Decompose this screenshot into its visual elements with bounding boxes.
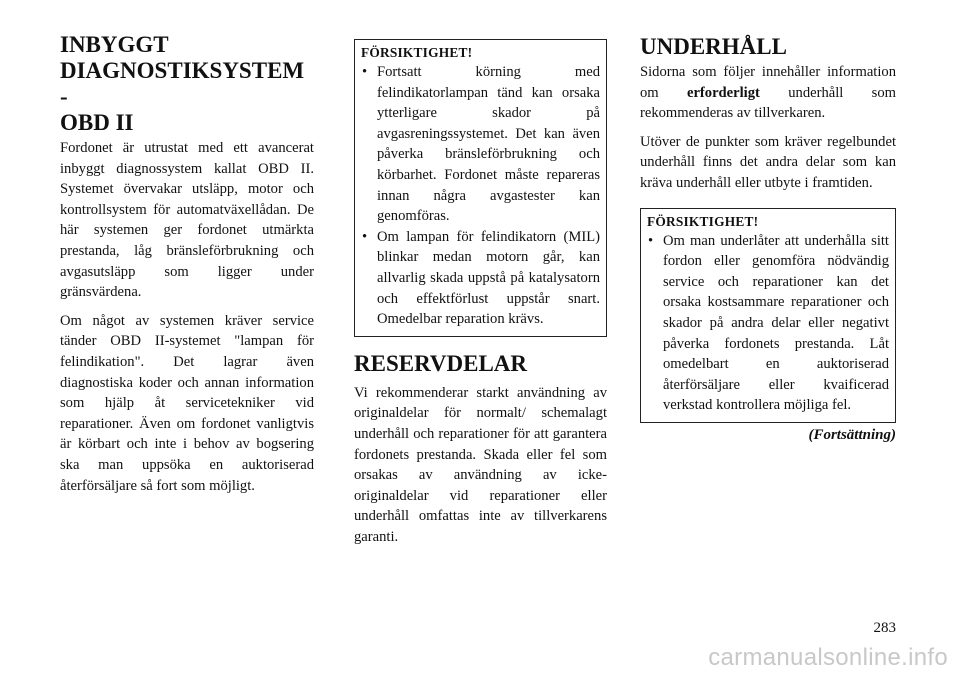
caution-item: • Om man underlåter att underhålla sitt fordon eller genomföra nödvändig service och reparationer kan det orsaka kostsammare reparationer och skador på andra delar eller negativt påverka fordonets prestanda. Låt omedelbart en auktoriserad återförsäljare eller kvaificerad verkstad kontrollera möjliga fel. [647, 231, 889, 416]
caution-title: FÖRSIKTIGHET! [361, 45, 473, 60]
section-heading-underhall: UNDERHÅLL [640, 34, 787, 59]
caution-item: • Fortsatt körning med felindikatorlampan tänd kan orsaka ytterligare skador på avgasreningssystemet. Det kan även påverka bränsleförbrukning och körbarhet. Fordonet måste repareras innan några avgastester kan genomföras. [361, 62, 600, 227]
watermark: carmanualsonline.info [708, 644, 948, 671]
underhall-paragraph [640, 62, 896, 124]
caution-item: • Om lampan för felindikatorn (MIL) blinkar medan motorn går, kan allvarlig skada uppstå på katalysatorn och effektförlust uppstår snart. Omedelbar reparation krävs. [361, 227, 600, 330]
caution-box-mil [354, 39, 607, 337]
underhall-paragraph: Utöver de punkter som kräver regelbundet underhåll finns det andra delar som kan kräva underhåll eller utbyte i framtiden. [640, 133, 896, 191]
text-run: Sidorna som följer innehåller information om [640, 64, 896, 101]
obd-paragraph: Fordonet är utrustat med ett avancerat inbyggt diagnossystem kallat OBD II. Systemet övervakar utsläpp, motor och kontrollsystem för automatväxellådan. De här systemen ger fordonet utmärkta prestanda, låg bränsleförbrukning och avgasutsläpp som ligger under gränsvärdena. [60, 140, 314, 301]
heading-line: INBYGGT [60, 32, 169, 57]
caution-box-maintenance [640, 208, 896, 423]
caution-list [647, 231, 889, 416]
page-number: 283 [873, 620, 896, 636]
continued-label: (Fortsättning) [808, 426, 896, 443]
column-underhall [640, 32, 896, 445]
heading-line: OBD II [60, 110, 134, 135]
emphasis-required: erforderligt [686, 84, 760, 101]
obd-paragraph: Om något av systemen kräver service tänder OBD II-systemet "lampan för felindikation". Det lagrar även diagnostiska koder och annan information som hjälp åt servicetekniker vid reparationer. Även om fordonet vanligtvis är körbart och inte i behov av bogsering ska man uppsöka en auktoriserad återförsäljare så fort som möjligt. [60, 312, 314, 494]
section-heading-obd [60, 32, 314, 136]
caution-title: FÖRSIKTIGHET! [647, 213, 759, 229]
text-run: underhåll som rekommenderas av tillverkaren. [640, 84, 896, 122]
caution-list [361, 62, 600, 330]
column-obd [60, 32, 314, 504]
heading-line: DIAGNOSTIKSYSTEM - [60, 58, 305, 109]
column-reservdelar [354, 32, 607, 555]
section-heading-reservdelar: RESERVDELAR [354, 350, 528, 376]
reservdelar-paragraph: Vi rekommenderar starkt användning av originaldelar för normalt/ schemalagt underhåll och reparationer för att garantera fordonets prestanda. Skada eller fel som orsakas av användning av icke-originaldelar vid reparationer eller underhåll omfattas inte av tillverkarens garanti. [354, 384, 607, 545]
